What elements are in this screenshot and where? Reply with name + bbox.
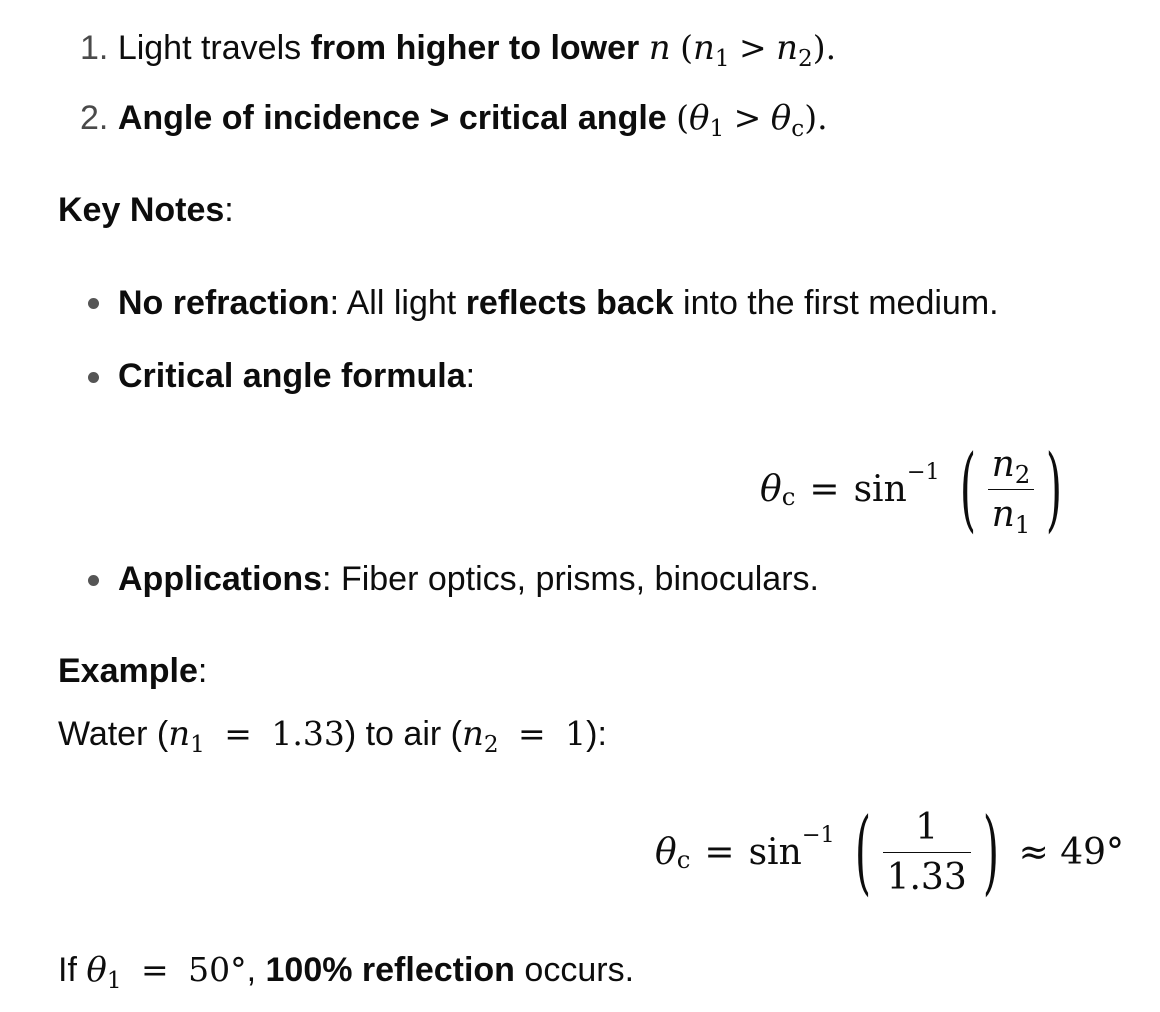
math-sub: 2 <box>798 46 813 73</box>
conclusion-text: If <box>58 951 77 989</box>
item-bold-text: from higher to lower <box>310 29 640 67</box>
bullet-text: Fiber optics, prisms, binoculars. <box>340 560 819 598</box>
math-value: 1.33 <box>271 714 345 753</box>
bullet-bold: Applications <box>118 560 323 598</box>
math-sub: 1 <box>714 46 730 73</box>
bullet-colon: : <box>322 560 332 598</box>
math-var: θ <box>689 98 710 138</box>
math-sub: 1 <box>709 116 725 143</box>
bullet-dot <box>88 298 99 309</box>
math-paren: ) <box>1046 435 1063 542</box>
example-text: Water ( <box>58 715 169 753</box>
math-var: n <box>461 714 484 754</box>
math-op: = <box>809 468 840 510</box>
math-op: > <box>733 98 762 137</box>
example-formula <box>655 797 1124 907</box>
math-var: n <box>991 443 1015 485</box>
math-var: n <box>648 28 671 68</box>
math-sub: 2 <box>1014 460 1031 490</box>
heading-colon: : <box>197 652 208 690</box>
item-text: Light travels <box>117 29 302 67</box>
math-paren: ) <box>982 798 999 905</box>
bullet-dot <box>88 372 99 383</box>
math-var: n <box>692 28 715 68</box>
numbered-item-1 <box>80 28 836 72</box>
bullet-text-2: into the first medium. <box>683 284 999 322</box>
conclusion-bold: 100% reflection <box>265 951 515 989</box>
bullet-bold: Critical angle formula <box>118 357 466 395</box>
math-op: > <box>739 28 767 67</box>
math-sup: −1 <box>801 822 835 849</box>
math-value: 50° <box>188 950 247 989</box>
math-var: θ <box>655 831 677 873</box>
math-op: = <box>141 950 169 989</box>
bullet-text: All light <box>346 284 457 322</box>
math-sub: 1 <box>106 968 122 995</box>
math-sup: −1 <box>906 459 940 486</box>
example-text: ): <box>586 715 607 753</box>
math-func: sin <box>853 468 907 510</box>
heading-colon: : <box>224 191 234 229</box>
math-op: = <box>518 714 546 753</box>
key-notes-heading <box>58 190 234 230</box>
math-var: θ <box>770 98 792 138</box>
math-sub: 2 <box>483 732 499 759</box>
math-sub: c <box>781 482 796 512</box>
bullet-bold: No refraction <box>118 284 330 322</box>
critical-angle-formula <box>760 434 1072 544</box>
list-number: 2. <box>80 99 109 137</box>
example-line <box>58 714 607 758</box>
math-sub: c <box>676 845 691 875</box>
math-op: = <box>224 714 252 753</box>
math-var: n <box>776 28 799 68</box>
math-op: = <box>704 831 735 873</box>
math-paren: ( <box>676 98 690 137</box>
heading-text: Key Notes <box>58 191 225 229</box>
math-var: θ <box>760 468 782 510</box>
bullet-item-critical-angle <box>118 356 475 396</box>
example-heading <box>58 651 207 691</box>
math-var: θ <box>86 950 107 990</box>
math-sub: 1 <box>1014 510 1031 540</box>
fraction-denominator: 1.33 <box>886 856 967 898</box>
conclusion-line <box>58 950 634 994</box>
math-paren: ( <box>854 798 871 905</box>
math-var: n <box>991 493 1015 535</box>
math-paren: ( <box>959 435 976 542</box>
bullet-colon: : <box>329 284 340 322</box>
item-bold-text: Angle of incidence > critical angle <box>117 99 667 137</box>
math-value: 1 <box>565 714 587 753</box>
math-fraction <box>883 807 971 898</box>
math-func: sin <box>748 831 802 873</box>
math-var: n <box>168 714 191 754</box>
math-result: ≈ 49° <box>1018 831 1125 873</box>
bullet-dot <box>88 575 99 586</box>
fraction-numerator: 1 <box>915 806 939 848</box>
numbered-item-2 <box>80 98 828 142</box>
conclusion-comma: , <box>246 951 257 989</box>
heading-text: Example <box>58 652 198 690</box>
example-text: ) to air ( <box>344 715 462 753</box>
bullet-bold-2: reflects back <box>465 284 674 322</box>
math-fraction <box>988 443 1035 540</box>
list-number: 1. <box>80 29 109 67</box>
bullet-colon: : <box>465 357 476 395</box>
math-paren: ). <box>812 28 837 67</box>
bullet-item-no-refraction <box>118 283 999 323</box>
math-paren: ). <box>804 98 828 137</box>
math-sub: 1 <box>190 732 205 759</box>
math-sub: c <box>791 116 805 143</box>
math-paren: ( <box>680 28 693 67</box>
conclusion-text: occurs. <box>524 951 635 989</box>
bullet-item-applications <box>118 559 819 599</box>
